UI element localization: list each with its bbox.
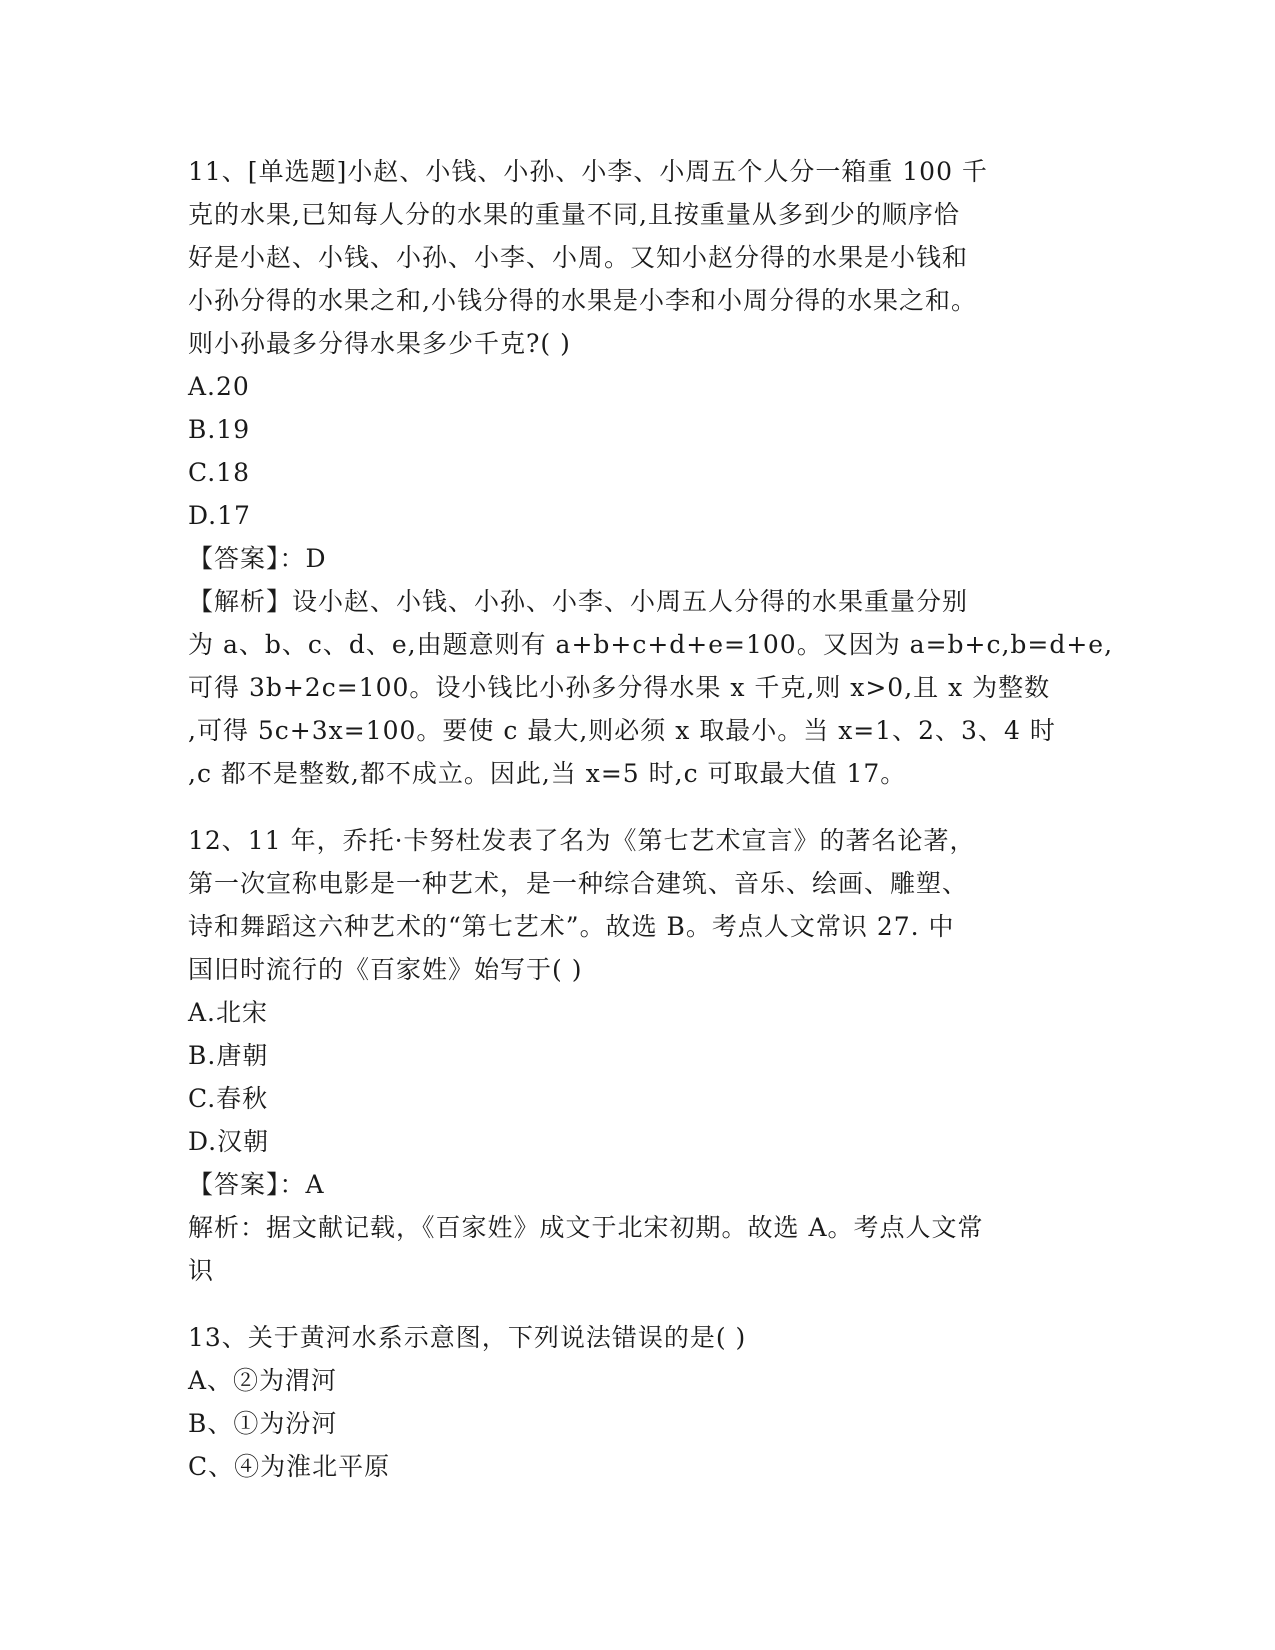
option-a: A、②为渭河 <box>188 1366 338 1395</box>
analysis-line: 识 <box>188 1256 215 1285</box>
analysis-line: ,c 都不是整数,都不成立。因此,当 x=5 时,c 可取最大值 17。 <box>188 759 907 788</box>
question-11 <box>188 150 1114 795</box>
analysis-line: 解析：据文献记载，《百家姓》成文于北宋初期。故选 A。考点人文常 <box>188 1213 984 1242</box>
option-b: B.唐朝 <box>188 1041 269 1070</box>
analysis-line: 【解析】设小赵、小钱、小孙、小李、小周五人分得的水果重量分别 <box>188 587 969 616</box>
analysis-line: ,可得 5c+3x=100。要使 c 最大,则必须 x 取最小。当 x=1、2、3、4 时 <box>188 716 1056 745</box>
section-gap <box>188 1292 1088 1316</box>
question-12 <box>188 819 1088 1292</box>
question-13 <box>188 1316 1088 1488</box>
analysis-line: 可得 3b+2c=100。设小钱比小孙多分得水果 x 千克,则 x>0,且 x 为整数 <box>188 673 1051 702</box>
answer-line: 【答案】：A <box>188 1170 325 1199</box>
question-stem-line: 克的水果,已知每人分的水果的重量不同,且按重量从多到少的顺序恰 <box>188 200 960 229</box>
option-c: C、④为淮北平原 <box>188 1452 391 1481</box>
question-stem-line: 国旧时流行的《百家姓》始写于( ) <box>188 955 583 984</box>
option-b: B.19 <box>188 415 251 444</box>
question-stem-line: 小孙分得的水果之和,小钱分得的水果是小李和小周分得的水果之和。 <box>188 286 977 315</box>
option-a: A.20 <box>188 372 250 401</box>
option-d: D.17 <box>188 501 251 530</box>
question-stem-line: 好是小赵、小钱、小孙、小李、小周。又知小赵分得的水果是小钱和 <box>188 243 969 272</box>
option-c: C.18 <box>188 458 250 487</box>
question-stem-line: 则小孙最多分得水果多少千克?( ) <box>188 329 571 358</box>
analysis-line: 为 a、b、c、d、e,由题意则有 a+b+c+d+e=100。又因为 a=b+c,b=d+e, <box>188 630 1114 659</box>
section-gap <box>188 795 1088 819</box>
option-d: D.汉朝 <box>188 1127 270 1156</box>
option-b: B、①为汾河 <box>188 1409 338 1438</box>
question-stem-line: 13、关于黄河水系示意图，下列说法错误的是( ) <box>188 1323 747 1352</box>
option-c: C.春秋 <box>188 1084 269 1113</box>
question-stem-line: 诗和舞蹈这六种艺术的“第七艺术”。故选 B。考点人文常识 27. 中 <box>188 912 955 941</box>
question-stem-line: 第一次宣称电影是一种艺术，是一种综合建筑、音乐、绘画、雕塑、 <box>188 869 969 898</box>
question-stem-line: 11、[单选题]小赵、小钱、小孙、小李、小周五个人分一箱重 100 千 <box>188 157 988 186</box>
option-a: A.北宋 <box>188 998 269 1027</box>
answer-line: 【答案】：D <box>188 544 327 573</box>
question-stem-line: 12、11 年，乔托·卡努杜发表了名为《第七艺术宣言》的著名论著， <box>188 826 976 855</box>
document-page <box>188 150 1114 1488</box>
